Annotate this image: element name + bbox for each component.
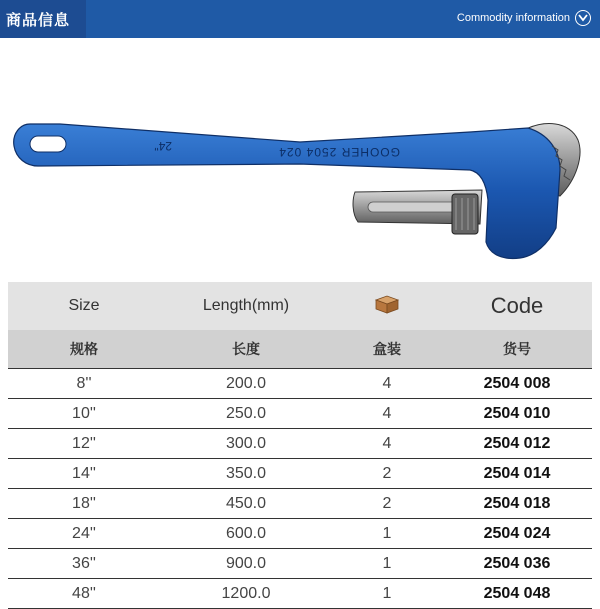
cell-length: 900.0 (160, 549, 332, 579)
cell-code: 2504 024 (442, 519, 592, 549)
col-header-size: Size (8, 282, 160, 330)
cell-box: 2 (332, 489, 442, 519)
table-row (8, 399, 592, 429)
header-title-cn: 商品信息 (6, 11, 71, 29)
cell-size: 18'' (8, 489, 160, 519)
table-row (8, 459, 592, 489)
cell-box: 4 (332, 399, 442, 429)
cell-length: 200.0 (160, 369, 332, 399)
header-title-en: Commodity information (456, 12, 570, 24)
box-icon (374, 294, 400, 314)
cell-box: 1 (332, 519, 442, 549)
table-row (8, 369, 592, 399)
spec-table (8, 282, 592, 609)
cell-size: 12'' (8, 429, 160, 459)
cell-code: 2504 012 (442, 429, 592, 459)
cell-code: 2504 010 (442, 399, 592, 429)
table-row (8, 519, 592, 549)
header-tab (0, 0, 86, 38)
cell-size: 8'' (8, 369, 160, 399)
col-header-size-cn: 规格 (8, 330, 160, 369)
cell-box: 1 (332, 549, 442, 579)
cell-code: 2504 036 (442, 549, 592, 579)
header-bar (0, 0, 600, 38)
col-header-box (332, 282, 442, 330)
handle-size-mark: 24" (154, 139, 172, 153)
cell-length: 1200.0 (160, 579, 332, 609)
cell-size: 48'' (8, 579, 160, 609)
table-row (8, 579, 592, 609)
cell-length: 450.0 (160, 489, 332, 519)
cell-box: 4 (332, 369, 442, 399)
table-row (8, 549, 592, 579)
cell-size: 10'' (8, 399, 160, 429)
cell-code: 2504 048 (442, 579, 592, 609)
cell-box: 1 (332, 579, 442, 609)
cell-box: 2 (332, 459, 442, 489)
chevron-down-icon[interactable] (575, 10, 591, 26)
header-row-cn (8, 330, 592, 369)
cell-length: 250.0 (160, 399, 332, 429)
pipe-wrench-illustration (0, 110, 600, 270)
cell-size: 24'' (8, 519, 160, 549)
cell-size: 14'' (8, 459, 160, 489)
header-row-en (8, 282, 592, 330)
col-header-length: Length(mm) (160, 282, 332, 330)
cell-code: 2504 014 (442, 459, 592, 489)
cell-box: 4 (332, 429, 442, 459)
col-header-code: Code (442, 282, 592, 330)
table-row (8, 429, 592, 459)
cell-length: 600.0 (160, 519, 332, 549)
product-image (0, 110, 600, 270)
cell-size: 36'' (8, 549, 160, 579)
col-header-box-cn: 盒装 (332, 330, 442, 369)
cell-code: 2504 018 (442, 489, 592, 519)
handle-stamp: GOOHER 2504 024 (278, 145, 400, 159)
cell-length: 300.0 (160, 429, 332, 459)
cell-length: 350.0 (160, 459, 332, 489)
col-header-code-cn: 货号 (442, 330, 592, 369)
cell-code: 2504 008 (442, 369, 592, 399)
table-row (8, 489, 592, 519)
col-header-length-cn: 长度 (160, 330, 332, 369)
